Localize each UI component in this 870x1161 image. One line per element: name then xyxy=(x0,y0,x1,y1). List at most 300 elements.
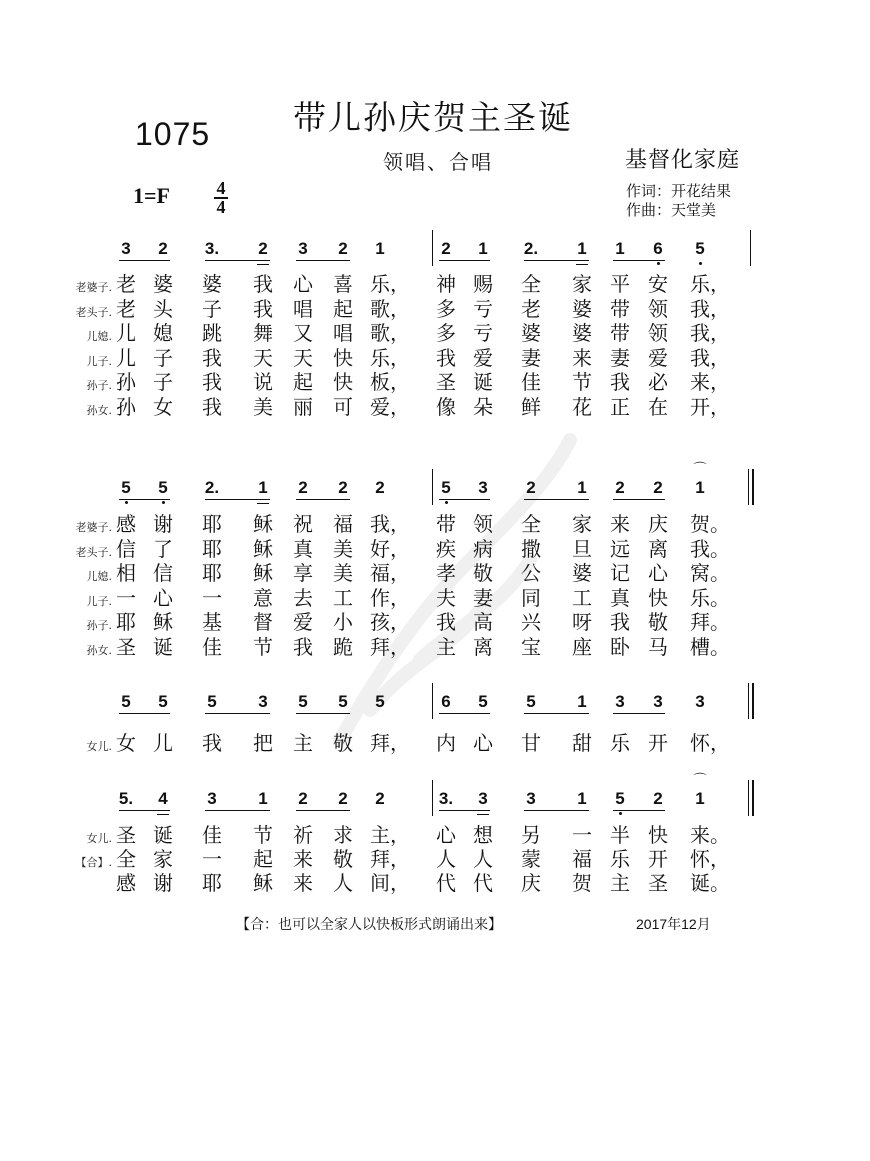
lyric-char: 敬 xyxy=(648,610,668,634)
lyric-char: 节 xyxy=(572,370,592,394)
jianpu-note: 6 xyxy=(441,692,451,711)
lyric-char: 孝 xyxy=(436,561,456,585)
lyric-char: 主 xyxy=(610,871,630,895)
lyric-char: 去 xyxy=(293,585,313,610)
final-barline xyxy=(748,469,749,505)
lyric-char: 婆 xyxy=(521,321,541,345)
beam-underline xyxy=(205,810,270,811)
jianpu-note: 3 xyxy=(121,239,131,258)
lyric-char: 领 xyxy=(648,321,668,345)
lyric-char: 鲜 xyxy=(521,394,541,419)
lyric-char: 内 xyxy=(436,731,456,755)
lyric-char: 女 xyxy=(153,394,173,419)
lyric-char: 开 xyxy=(648,731,668,755)
lyric-char: 舞 xyxy=(253,321,273,345)
lyric-char: 亏 xyxy=(473,321,493,345)
lyric-char: 窝。 xyxy=(690,561,730,585)
lyric-char: 了 xyxy=(153,536,173,561)
time-signature xyxy=(214,180,228,216)
lyric-char: 把 xyxy=(253,731,273,755)
lyric-char: 孙 xyxy=(116,370,136,394)
lyric-char: 带 xyxy=(610,321,630,345)
lyric-char: 婆 xyxy=(572,296,592,321)
lyric-char: 诞 xyxy=(153,634,173,659)
lyric-char: 佳 xyxy=(202,823,222,847)
octave-dot-below xyxy=(125,501,128,504)
beam-underline xyxy=(613,260,665,261)
jianpu-note: 1 xyxy=(577,789,587,808)
singer-role-label: 儿媳. xyxy=(86,330,112,343)
lyric-char: 我。 xyxy=(690,536,730,561)
lyric-char: 拜， xyxy=(370,847,410,871)
lyric-char: 福 xyxy=(572,847,592,871)
lyric-char: 家 xyxy=(572,512,592,536)
lyric-char: 稣 xyxy=(153,610,173,634)
jianpu-note: 3 xyxy=(615,692,625,711)
lyric-char: 人 xyxy=(473,847,493,871)
lyric-char: 信 xyxy=(153,561,173,585)
lyric-char: 唱 xyxy=(333,321,353,345)
lyric-char: 人 xyxy=(436,847,456,871)
lyric-char: 喜 xyxy=(333,272,353,296)
lyric-char: 跪 xyxy=(333,634,353,659)
singer-role-label: 老头子. xyxy=(75,305,112,319)
hymn-number: 1075 xyxy=(135,116,211,152)
lyric-char: 小 xyxy=(333,610,353,634)
jianpu-note: 1 xyxy=(695,478,705,497)
lyric-char: 诞。 xyxy=(690,871,730,895)
lyric-char: 想 xyxy=(473,823,493,847)
lyric-char: 贺。 xyxy=(690,512,730,536)
lyric-char: 稣 xyxy=(253,561,273,585)
jianpu-note: 2 xyxy=(526,478,536,497)
lyric-char: 贺 xyxy=(572,871,592,895)
time-signature-top: 4 xyxy=(216,178,226,198)
jianpu-note: 2 xyxy=(615,478,625,497)
lyric-char: 歌， xyxy=(370,296,410,321)
lyric-char: 佳 xyxy=(521,370,541,394)
barline xyxy=(432,780,433,816)
lyric-char: 婆 xyxy=(572,321,592,345)
song-title: 带儿孙庆贺主圣诞 xyxy=(293,98,573,137)
lyric-char: 起 xyxy=(253,847,273,871)
lyric-char: 槽。 xyxy=(690,634,730,659)
lyric-char: 必 xyxy=(648,370,668,394)
lyric-char: 敬 xyxy=(333,847,353,871)
lyric-char: 拜， xyxy=(370,731,410,755)
lyric-char: 板， xyxy=(370,370,410,394)
lyric-char: 一 xyxy=(202,847,222,871)
lyric-char: 全 xyxy=(521,272,541,296)
lyric-char: 来 xyxy=(572,345,592,370)
lyric-char: 旦 xyxy=(572,536,592,561)
beam-underline xyxy=(119,260,170,261)
lyric-char: 怀， xyxy=(690,847,730,871)
lyric-char: 我 xyxy=(436,345,456,370)
lyric-char: 诞 xyxy=(473,370,493,394)
lyric-char: 孙 xyxy=(116,394,136,419)
sixteenth-underline xyxy=(257,503,269,504)
jianpu-note: 2 xyxy=(338,789,348,808)
lyric-char: 节 xyxy=(253,823,273,847)
lyric-char: 谢 xyxy=(153,512,173,536)
lyric-char: 稣 xyxy=(253,871,273,895)
beam-underline xyxy=(296,260,350,261)
lyric-char: 孩， xyxy=(370,610,410,634)
lyric-char: 爱 xyxy=(648,345,668,370)
lyric-char: 耶 xyxy=(202,561,222,585)
lyric-char: 美 xyxy=(253,394,273,419)
lyric-char: 领 xyxy=(473,512,493,536)
lyric-char: 耶 xyxy=(116,610,136,634)
lyric-char: 谢 xyxy=(153,871,173,895)
lyric-char: 美 xyxy=(333,536,353,561)
jianpu-note: 1 xyxy=(375,239,385,258)
beam-underline xyxy=(205,499,270,500)
lyric-char: 来 xyxy=(293,871,313,895)
jianpu-note: 1 xyxy=(258,478,268,497)
lyric-char: 病 xyxy=(473,536,493,561)
final-barline xyxy=(752,780,754,816)
jianpu-note: 3 xyxy=(298,239,308,258)
key-signature: 1=F xyxy=(133,183,170,208)
lyric-char: 跳 xyxy=(202,321,222,345)
lyric-char: 稣 xyxy=(253,512,273,536)
lyric-char: 圣 xyxy=(116,823,136,847)
lyric-char: 开 xyxy=(648,847,668,871)
lyric-char: 高 xyxy=(473,610,493,634)
lyric-char: 记 xyxy=(610,561,630,585)
lyric-char: 老 xyxy=(116,272,136,296)
time-signature-bottom: 4 xyxy=(216,197,226,217)
lyric-char: 疾 xyxy=(436,536,456,561)
lyric-char: 工 xyxy=(572,585,592,610)
lyric-char: 祈 xyxy=(293,823,313,847)
lyric-char: 我， xyxy=(370,512,410,536)
lyric-char: 我， xyxy=(690,321,730,345)
singer-role-label: 儿子. xyxy=(86,594,112,608)
lyric-char: 我 xyxy=(202,370,222,394)
beam-underline xyxy=(205,260,270,261)
lyric-char: 乐， xyxy=(370,272,410,296)
lyric-char: 子 xyxy=(153,345,173,370)
jianpu-note: 2 xyxy=(653,789,663,808)
jianpu-note: 1 xyxy=(577,692,587,711)
jianpu-note: 2 xyxy=(258,239,268,258)
jianpu-note: 2 xyxy=(375,478,385,497)
lyric-char: 耶 xyxy=(202,536,222,561)
lyric-char: 唱 xyxy=(293,296,313,321)
lyric-char: 天 xyxy=(253,345,273,370)
beam-underline xyxy=(613,713,665,714)
singer-role-label: 孙女. xyxy=(86,643,112,657)
jianpu-note: 2 xyxy=(653,478,663,497)
jianpu-note: 2 xyxy=(441,239,451,258)
jianpu-note: 2. xyxy=(523,239,539,258)
lyric-char: 赐 xyxy=(473,272,493,296)
lyric-char: 福 xyxy=(333,512,353,536)
beam-underline xyxy=(524,499,589,500)
lyric-char: 间， xyxy=(370,871,410,895)
lyric-char: 带 xyxy=(610,296,630,321)
lyric-char: 媳 xyxy=(153,321,173,345)
lyric-char: 我 xyxy=(293,634,313,659)
lyric-char: 婆 xyxy=(202,272,222,296)
beam-underline xyxy=(439,260,490,261)
lyric-char: 兴 xyxy=(521,610,541,634)
lyric-char: 儿 xyxy=(153,731,173,755)
lyric-char: 祝 xyxy=(293,512,313,536)
lyric-char: 庆 xyxy=(648,512,668,536)
barline xyxy=(432,230,433,266)
singer-role-label: 老头子. xyxy=(75,545,112,559)
jianpu-note: 3 xyxy=(653,692,663,711)
lyric-char: 作， xyxy=(370,585,410,610)
jianpu-note: 2 xyxy=(338,478,348,497)
lyric-char: 我 xyxy=(202,345,222,370)
singer-role-label: 老婆子. xyxy=(75,521,112,534)
jianpu-note: 1 xyxy=(615,239,625,258)
sixteenth-underline xyxy=(157,814,169,815)
lyric-char: 远 xyxy=(610,536,630,561)
lyric-char: 甘 xyxy=(521,731,541,755)
lyric-char: 说 xyxy=(253,370,273,394)
song-subtitle: 领唱、合唱 xyxy=(383,150,493,174)
lyric-char: 好， xyxy=(370,536,410,561)
lyric-char: 主 xyxy=(293,731,313,755)
lyric-char: 信 xyxy=(116,536,136,561)
lyric-char: 撒 xyxy=(521,536,541,561)
lyric-char: 人 xyxy=(333,871,353,895)
jianpu-note: 1 xyxy=(577,478,587,497)
lyric-char: 带 xyxy=(436,512,456,536)
lyric-char: 神 xyxy=(436,272,456,296)
lyric-char: 来 xyxy=(293,847,313,871)
lyric-char: 儿 xyxy=(116,321,136,345)
lyric-char: 耶 xyxy=(202,871,222,895)
lyric-char: 离 xyxy=(473,634,493,659)
lyric-char: 马 xyxy=(648,634,668,659)
lyric-char: 爱 xyxy=(293,610,313,634)
lyric-char: 公 xyxy=(521,561,541,585)
lyric-char: 庆 xyxy=(521,871,541,895)
jianpu-note: 3. xyxy=(438,789,454,808)
lyric-char: 全 xyxy=(521,512,541,536)
lyric-char: 妻 xyxy=(521,345,541,370)
lyric-char: 爱 xyxy=(473,345,493,370)
lyricist-credit: 作词：开花结果 xyxy=(626,182,732,200)
lyric-char: 另 xyxy=(521,823,541,847)
lyric-char: 佳 xyxy=(202,634,222,659)
lyric-char: 安 xyxy=(648,272,668,296)
jianpu-note: 3. xyxy=(204,239,220,258)
lyric-char: 多 xyxy=(436,321,456,345)
octave-dot-below xyxy=(657,262,660,265)
jianpu-note: 5 xyxy=(615,789,625,808)
lyric-char: 圣 xyxy=(648,871,668,895)
lyric-char: 我 xyxy=(202,394,222,419)
beam-underline xyxy=(439,810,490,811)
jianpu-note: 5 xyxy=(158,692,168,711)
lyric-char: 怀， xyxy=(690,731,730,755)
lyric-char: 感 xyxy=(116,871,136,895)
lyric-char: 宝 xyxy=(521,634,541,659)
jianpu-note: 1 xyxy=(695,789,705,808)
lyric-char: 一 xyxy=(572,823,592,847)
song-category: 基督化家庭 xyxy=(625,148,741,173)
lyric-char: 头 xyxy=(153,296,173,321)
lyric-char: 心 xyxy=(153,585,173,610)
lyric-char: 一 xyxy=(202,585,222,610)
beam-underline xyxy=(439,499,490,500)
lyric-char: 甜 xyxy=(572,731,592,755)
lyric-char: 我， xyxy=(690,296,730,321)
octave-dot-below xyxy=(162,501,165,504)
lyric-char: 稣 xyxy=(253,536,273,561)
beam-underline xyxy=(119,499,170,500)
jianpu-note: 5 xyxy=(526,692,536,711)
jianpu-note: 5 xyxy=(207,692,217,711)
lyric-char: 代 xyxy=(436,871,456,895)
beam-underline xyxy=(119,713,170,714)
lyric-char: 相 xyxy=(116,561,136,585)
jianpu-note: 2 xyxy=(298,478,308,497)
octave-dot-below xyxy=(619,812,622,815)
lyric-char: 呀 xyxy=(572,610,592,634)
lyric-char: 快 xyxy=(333,370,353,394)
singer-role-label: 女儿. xyxy=(86,832,112,845)
lyric-char: 花 xyxy=(572,394,592,419)
lyric-char: 基 xyxy=(202,610,222,634)
barline xyxy=(432,469,433,505)
final-barline xyxy=(752,683,754,719)
lyric-char: 儿 xyxy=(116,345,136,370)
jianpu-note: 2 xyxy=(338,239,348,258)
lyric-char: 诞 xyxy=(153,823,173,847)
octave-dot-below xyxy=(445,501,448,504)
beam-underline xyxy=(524,713,589,714)
jianpu-note: 6 xyxy=(653,239,663,258)
singer-role-label: 孙子. xyxy=(86,619,112,632)
lyric-char: 起 xyxy=(293,370,313,394)
lyric-char: 耶 xyxy=(202,512,222,536)
jianpu-note: 5 xyxy=(158,478,168,497)
lyric-char: 半 xyxy=(610,823,630,847)
lyric-char: 我 xyxy=(436,610,456,634)
lyric-char: 求 xyxy=(333,823,353,847)
jianpu-note: 3 xyxy=(526,789,536,808)
lyric-char: 朵 xyxy=(473,394,493,419)
singer-role-label: 【合】. xyxy=(75,856,112,869)
lyric-char: 拜， xyxy=(370,634,410,659)
jianpu-note: 3 xyxy=(478,789,488,808)
beam-underline xyxy=(296,810,350,811)
singer-role-label: 孙子. xyxy=(86,379,112,392)
jianpu-note: 5 xyxy=(338,692,348,711)
footer-note: 【合：也可以全家人以快板形式朗诵出来】 xyxy=(236,917,502,933)
lyric-char: 全 xyxy=(116,847,136,871)
lyric-char: 一 xyxy=(116,585,136,610)
lyric-char: 妻 xyxy=(610,345,630,370)
barline xyxy=(432,683,433,719)
lyric-char: 快 xyxy=(333,345,353,370)
beam-underline xyxy=(613,810,665,811)
lyric-char: 乐 xyxy=(610,731,630,755)
jianpu-note: 2 xyxy=(375,789,385,808)
lyric-char: 意 xyxy=(253,585,273,610)
beam-underline xyxy=(296,499,350,500)
sixteenth-underline xyxy=(576,264,588,265)
lyric-char: 歌， xyxy=(370,321,410,345)
lyric-char: 开， xyxy=(690,394,730,419)
lyric-char: 敬 xyxy=(333,731,353,755)
lyric-char: 感 xyxy=(116,512,136,536)
lyric-char: 子 xyxy=(202,296,222,321)
lyric-char: 美 xyxy=(333,561,353,585)
lyric-char: 婆 xyxy=(572,561,592,585)
lyric-char: 妻 xyxy=(473,585,493,610)
lyric-char: 主 xyxy=(436,634,456,659)
lyric-char: 心 xyxy=(293,272,313,296)
sixteenth-underline xyxy=(257,264,269,265)
beam-underline xyxy=(205,713,270,714)
lyric-char: 工 xyxy=(333,585,353,610)
lyric-char: 来， xyxy=(690,370,730,394)
lyric-char: 来。 xyxy=(690,823,730,847)
singer-role-label: 女儿. xyxy=(86,740,112,753)
lyric-char: 心 xyxy=(436,823,456,847)
jianpu-note: 1 xyxy=(258,789,268,808)
lyric-char: 领 xyxy=(648,296,668,321)
jianpu-note: 4 xyxy=(158,789,168,808)
jianpu-note: 5 xyxy=(298,692,308,711)
lyric-char: 亏 xyxy=(473,296,493,321)
lyric-char: 同 xyxy=(521,585,541,610)
lyric-char: 蒙 xyxy=(521,847,541,871)
lyric-char: 多 xyxy=(436,296,456,321)
lyric-char: 正 xyxy=(610,394,630,419)
fermata-icon: ⌒ xyxy=(693,773,707,788)
lyric-char: 真 xyxy=(293,536,313,561)
lyric-char: 老 xyxy=(116,296,136,321)
lyric-char: 快 xyxy=(648,585,668,610)
singer-role-label: 儿子. xyxy=(86,354,112,368)
lyric-char: 起 xyxy=(333,296,353,321)
jianpu-note: 3 xyxy=(478,478,488,497)
lyric-char: 卧 xyxy=(610,634,630,659)
lyric-char: 家 xyxy=(153,847,173,871)
lyric-char: 我 xyxy=(253,272,273,296)
lyric-char: 我 xyxy=(202,731,222,755)
lyric-char: 离 xyxy=(648,536,668,561)
lyric-char: 在 xyxy=(648,394,668,419)
lyric-char: 真 xyxy=(610,585,630,610)
lyric-char: 圣 xyxy=(116,634,136,659)
barline xyxy=(750,230,751,266)
singer-role-label: 儿媳. xyxy=(86,570,112,583)
lyric-char: 督 xyxy=(253,610,273,634)
final-barline xyxy=(752,469,754,505)
lyric-char: 我 xyxy=(610,610,630,634)
final-barline xyxy=(748,780,749,816)
lyric-char: 享 xyxy=(293,561,313,585)
jianpu-note: 2 xyxy=(298,789,308,808)
singer-role-label: 孙女. xyxy=(86,403,112,417)
jianpu-note: 5 xyxy=(375,692,385,711)
sixteenth-underline xyxy=(477,814,489,815)
composer-credit: 作曲：天堂美 xyxy=(626,201,717,219)
jianpu-note: 3 xyxy=(695,692,705,711)
